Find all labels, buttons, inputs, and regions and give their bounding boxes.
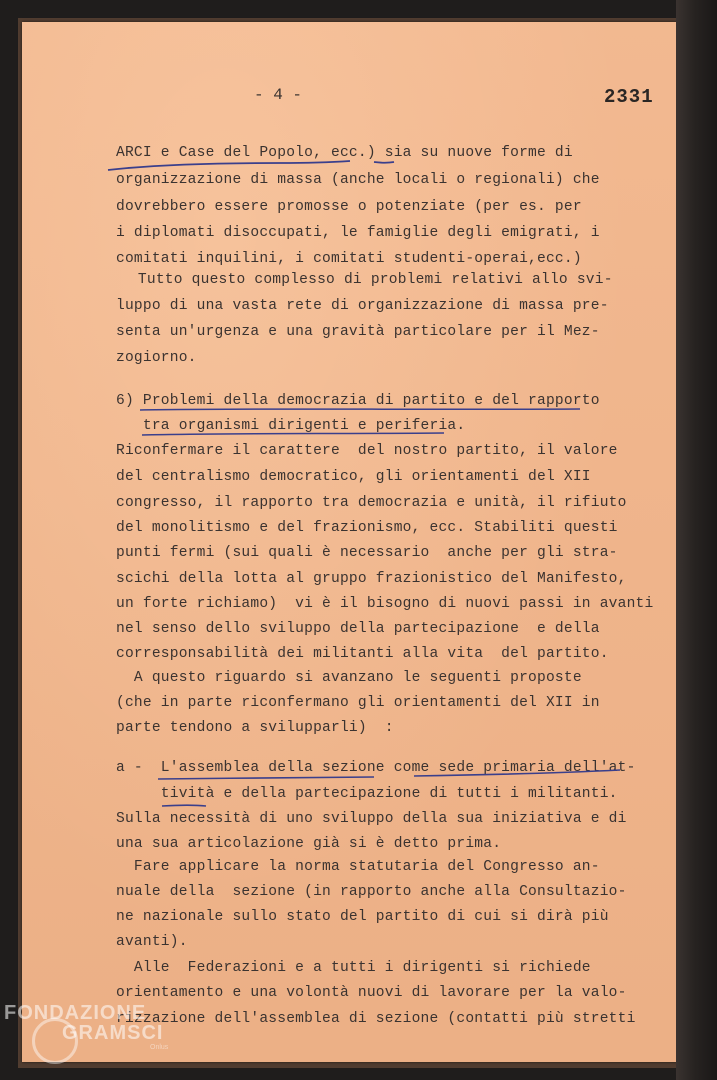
list-item-heading: a - L'assemblea della sezione come sede primaria dell'at- — [116, 760, 636, 776]
text-line: Alle Federazioni e a tutti i dirigenti si richiede — [116, 960, 591, 976]
watermark-text: Onlus — [150, 1044, 169, 1051]
text-line: del centralismo democratico, gli orientamenti del XII — [116, 469, 591, 485]
text-line: congresso, il rapporto tra democrazia e unità, il rifiuto — [116, 495, 627, 511]
text-line: (che in parte riconfermano gli orientamenti del XII in — [116, 695, 600, 711]
text-line: organizzazione di massa (anche locali o regionali) che — [116, 172, 600, 188]
list-item-heading: tività e della partecipazione di tutti i militanti. — [116, 786, 618, 802]
text-line: una sua articolazione già si è detto prima. — [116, 836, 502, 852]
text-line: Fare applicare la norma statutaria del Congresso an- — [116, 859, 600, 875]
text-line: zogiorno. — [116, 350, 197, 366]
archive-watermark — [4, 1000, 194, 1080]
text-line: Tutto questo complesso di problemi relativi allo svi- — [120, 272, 613, 288]
text-line: punti fermi (sui quali è necessario anche per gli stra- — [116, 545, 618, 561]
text-line: Riconfermare il carattere del nostro partito, il valore — [116, 443, 618, 459]
text-line: corresponsabilità dei militanti alla vita del partito. — [116, 646, 609, 662]
text-line: senta un'urgenza e una gravità particolare per il Mez- — [116, 324, 600, 340]
text-line: dovrebbero essere promosse o potenziate (per es. per — [116, 199, 582, 215]
text-line: rizzazione dell'assemblea di sezione (contatti più stretti — [116, 1011, 636, 1027]
text-line: nuale della sezione (in rapporto anche alla Consultazio- — [116, 884, 627, 900]
text-line: Sulla necessità di uno sviluppo della sua iniziativa e di — [116, 811, 627, 827]
text-line: orientamento e una volontà nuovi di lavorare per la valo- — [116, 985, 627, 1001]
text-line: luppo di una vasta rete di organizzazione di massa pre- — [116, 298, 609, 314]
text-line: parte tendono a svilupparli) : — [116, 720, 394, 736]
text-line: i diplomati disoccupati, le famiglie degli emigrati, i — [116, 225, 600, 241]
page-number: - 4 - — [254, 86, 303, 104]
watermark-text: GRAMSCI — [62, 1022, 164, 1044]
text-line: del monolitismo e del frazionismo, ecc. Stabiliti questi — [116, 520, 618, 536]
document-number: 2331 — [604, 86, 654, 108]
scanner-edge — [676, 0, 717, 1080]
text-line: ARCI e Case del Popolo, ecc.) sia su nuove forme di — [116, 145, 573, 161]
text-line: avanti). — [116, 934, 188, 950]
section-heading: tra organismi dirigenti e periferia. — [116, 418, 466, 434]
watermark-text: FONDAZIONE — [4, 1002, 147, 1024]
text-line: nel senso dello sviluppo della partecipazione e della — [116, 621, 600, 637]
text-line: ne nazionale sullo stato del partito di cui si dirà più — [116, 909, 609, 925]
text-line: A questo riguardo si avanzano le seguenti proposte — [116, 670, 582, 686]
text-line: un forte richiamo) vi è il bisogno di nuovi passi in avanti — [116, 596, 654, 612]
text-line: scichi della lotta al gruppo frazionistico del Manifesto, — [116, 571, 627, 587]
text-line: comitati inquilini, i comitati studenti-operai,ecc.) — [116, 251, 582, 267]
section-heading: 6) Problemi della democrazia di partito e del rapporto — [116, 393, 600, 409]
